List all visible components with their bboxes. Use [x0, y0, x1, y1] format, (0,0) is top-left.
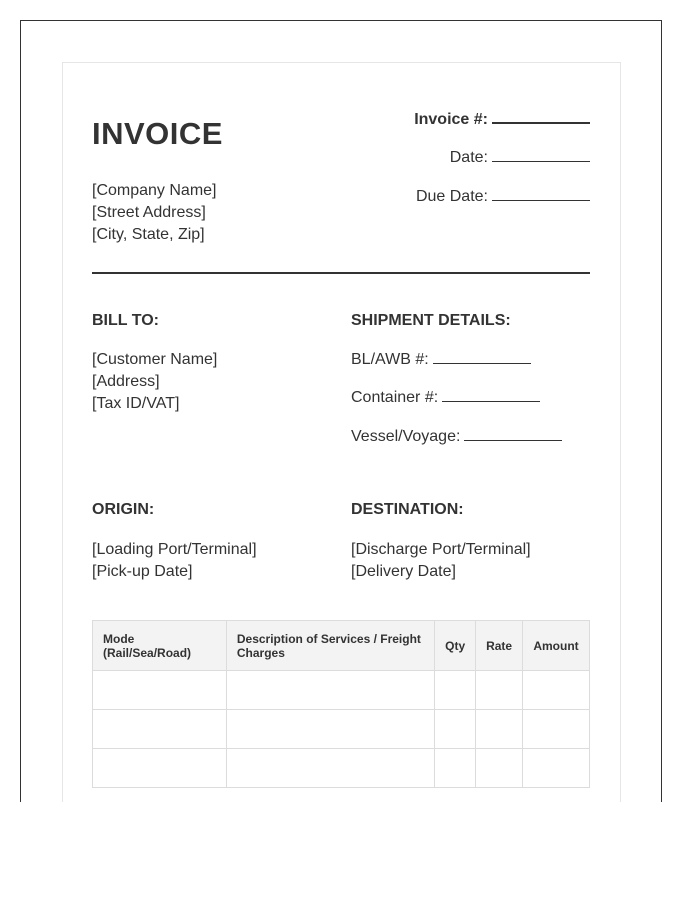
- loading-port: [Loading Port/Terminal]: [92, 541, 257, 558]
- column-header-amount: Amount: [523, 621, 590, 671]
- bill-to-heading: BILL TO:: [92, 312, 159, 329]
- customer-address: [Address]: [92, 373, 160, 390]
- table-cell[interactable]: [476, 710, 523, 749]
- container-field: [351, 388, 540, 407]
- table-cell[interactable]: [523, 749, 590, 788]
- bill-to-info: [92, 349, 217, 415]
- table-cell[interactable]: [523, 710, 590, 749]
- table-cell[interactable]: [435, 671, 476, 710]
- column-header-rate: Rate: [476, 621, 523, 671]
- due-date-label: Due Date:: [415, 188, 488, 205]
- table-cell[interactable]: [476, 671, 523, 710]
- company-street: [Street Address]: [92, 204, 206, 221]
- destination-info: [351, 539, 531, 583]
- due-date-blank[interactable]: [492, 185, 590, 201]
- container-blank[interactable]: [442, 388, 540, 402]
- destination-heading: DESTINATION:: [351, 501, 464, 518]
- table-cell[interactable]: [226, 710, 434, 749]
- table-cell[interactable]: [435, 710, 476, 749]
- date-blank[interactable]: [492, 146, 590, 162]
- invoice-number-field: [414, 108, 590, 129]
- company-info: [92, 180, 217, 246]
- column-header-mode: Mode (Rail/Sea/Road): [93, 621, 227, 671]
- company-name: [Company Name]: [92, 182, 217, 199]
- table-cell[interactable]: [93, 710, 227, 749]
- origin-heading: ORIGIN:: [92, 501, 155, 518]
- table-cell[interactable]: [226, 749, 434, 788]
- origin-info: [92, 539, 257, 583]
- vessel-voyage-label: Vessel/Voyage:: [351, 428, 461, 445]
- bl-awb-label: BL/AWB #:: [351, 351, 429, 368]
- table-cell[interactable]: [435, 749, 476, 788]
- invoice-number-blank[interactable]: [492, 108, 590, 124]
- discharge-port: [Discharge Port/Terminal]: [351, 541, 531, 558]
- container-label: Container #:: [351, 389, 439, 406]
- table-cell[interactable]: [476, 749, 523, 788]
- table-cell[interactable]: [226, 671, 434, 710]
- customer-name: [Customer Name]: [92, 351, 218, 368]
- bl-awb-blank[interactable]: [433, 350, 531, 364]
- customer-tax-id: [Tax ID/VAT]: [92, 395, 180, 412]
- vessel-voyage-blank[interactable]: [464, 427, 562, 441]
- table-cell[interactable]: [93, 749, 227, 788]
- column-header-description: Description of Services / Freight Charges: [226, 621, 434, 671]
- invoice-number-label: Invoice #:: [414, 111, 488, 128]
- delivery-date: [Delivery Date]: [351, 563, 456, 580]
- table-row: [93, 749, 590, 788]
- line-items-table: [92, 620, 590, 788]
- vessel-voyage-field: [351, 427, 562, 446]
- shipment-details-heading: SHIPMENT DETAILS:: [351, 312, 511, 329]
- table-row: [93, 671, 590, 710]
- table-row: [93, 710, 590, 749]
- table-header-row: [93, 621, 590, 671]
- table-cell[interactable]: [523, 671, 590, 710]
- company-city: [City, State, Zip]: [92, 226, 205, 243]
- header-divider: [92, 272, 590, 274]
- table-cell[interactable]: [93, 671, 227, 710]
- date-field: [450, 146, 590, 167]
- column-header-qty: Qty: [435, 621, 476, 671]
- due-date-field: [416, 185, 590, 206]
- pickup-date: [Pick-up Date]: [92, 563, 193, 580]
- date-label: Date:: [449, 149, 488, 166]
- invoice-title: INVOICE: [92, 116, 223, 151]
- bl-awb-field: [351, 350, 531, 369]
